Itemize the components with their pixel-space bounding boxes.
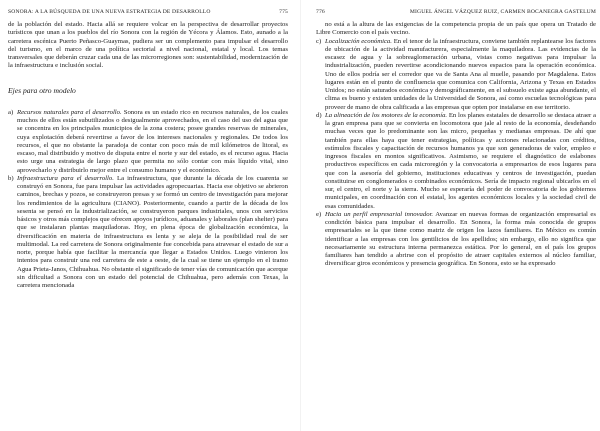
item-marker: a) xyxy=(8,108,14,116)
list-item xyxy=(316,211,596,269)
item-title: La alineación de los motores de la economía. xyxy=(325,111,448,119)
item-paragraph xyxy=(325,211,596,269)
running-title: MIGUEL ÁNGEL VÁZQUEZ RUIZ, CARMEN BOCANEGRA GASTELUM xyxy=(409,9,596,15)
gutter-divider xyxy=(300,0,301,431)
item-text: En los planes estatales de desarrollo se destaca atraer a la gran empresa para que se convierta en locomotora que jale al resto de la economía, desdeñando muchas veces que lo predominante son las micro, pequeñas y medianas empresas. De ahí que también para ellas haya que tener estrategias, políticas y acciones relacionadas con créditos, estímulos fiscales y capacitación de recursos humanos ya que son generadoras de valor, empleo e ingresos fiscales en montos significativos. Asimismo, se requiere el diagnóstico de eslabones productivos específicos en cada microregión y la convocatoria a empresarios de esos lugares para que con la asesoría del gobierno, instituciones educativas y centros de investigación, puedan constituirse en conglomerados o combinados económicos. Sería de impacto regional ubicarlos en el sur, el centro, el norte y la sierra. Mucho se esperaría del poder de convocatoria de los gobiernos municipales, en coordinación con el estatal, los agentes económicos locales y la sociedad civil de esas comunidades. xyxy=(325,111,596,210)
item-marker: b) xyxy=(8,174,14,182)
continuation-paragraph: no está a la altura de las exigencias de la competencia propia de un país que opera un Tratado de Libre Comercio con el país vecino. xyxy=(316,21,596,37)
left-page xyxy=(8,0,288,431)
right-page-header xyxy=(316,9,596,18)
page-number: 776 xyxy=(316,9,325,15)
item-text: Sonora es un estado rico en recursos naturales, de los cuales muchos de ellos están subutilizados o desigualmente aprovechados, en el caso del uso del agua que se concentra en los principales municipios de la zona costera; posee grandes reservas de minerales, cuya explotación deberá revertirse a favor de los intereses nacionales y regionales. De todos los recursos, el que no obstante la paradoja de contar con poco más de mil kilómetros de litoral, es escaso, mal distribuido y motivo de disputa entre el norte y sur del estado, es el recurso agua. Hacia esto urge una estrategia de largo plazo que permita no sólo contar con más líquido vital, sino aprovecharlo y distribuirlo mejor entre el consumo humano y el económico. xyxy=(17,108,288,174)
item-paragraph xyxy=(325,38,596,112)
item-marker: c) xyxy=(316,37,322,45)
item-marker: e) xyxy=(316,210,322,218)
section-heading: Ejes para otro modelo xyxy=(8,85,76,95)
item-text: Avanzar en nuevas formas de organización empresarial es condición básica para impulsar el desarrollo. En Sonora, la forma más conocida de grupos empresariales se la que tiene como matriz de origen los lazos familiares. En México es común identificar a las empresas con los gentilicios de los apellidos; sin embargo, ello no significa que necesariamente su estructura interna permanezca estática. Por lo general, en el país los grupos familiares han tendido a abrirse con el propósito de atraer capitales externos al núcleo familiar, diversificar giros económicos y presencia geográfica. En Sonora, esto se ha expresado xyxy=(325,210,596,268)
item-paragraph xyxy=(17,109,288,175)
item-paragraph xyxy=(17,175,288,291)
item-title: Recursos naturales para el desarrollo. xyxy=(17,108,122,116)
item-marker: d) xyxy=(316,111,322,119)
intro-paragraph: de la población del estado. Hacia allá se requiere volcar en la perspectiva de desarrollar proyectos turísticos que unan a los pueblos del río Sonora con la región de Yécora y Álamos. Esto, aunado a la carretera escénica Puerto Peñasco-Guaymas, pudiera ser un complemento para impulsar el desarrollo del turismo, en el marco de una política sectorial a nivel nacional, estatal y local. Los temas transversales que deberán cruzar cada una de las microrregiones son: sustentabilidad, modernización de la infraestructura e inclusión social. xyxy=(8,21,288,70)
list-item xyxy=(8,175,288,291)
left-page-header xyxy=(8,9,288,18)
item-paragraph xyxy=(325,112,596,211)
list-item xyxy=(316,112,596,211)
item-title: Localización económica. xyxy=(325,37,392,45)
item-title: Infraestructura para el desarrollo. xyxy=(17,174,114,182)
item-title: Hacia un perfil empresarial innovador. xyxy=(325,210,434,218)
left-page-body xyxy=(8,21,288,431)
item-text: En el tenor de la infraestructura, conviene también replantearse los factores de ubicación de la actividad manufacturera, especialmente la maquiladora. Las evidencias de la escasez de agua y la sobreaglomeración urbana, vistas como negativas para impulsar la industrialización, pueden revertirse acondicionando nuevos espacios para la operación económica. Uno de ellos podría ser el corredor que va de Santa Ana al muelle, pasando por Magdalena. Estos lugares están en el punto de confluencia que comunica con California, Arizona y Texas en Estados Unidos; no están saturados económica y demográficamente, en el subsuelo existe agua abundante, el clima es bueno y existen unidades de la Universidad de Sonora, así como escuelas tecnológicas para proveer de mano de obra calificada a las empresas que opten por instalarse en ese territorio. xyxy=(325,37,596,111)
item-text: La infraestructura, que durante la década de los cuarenta se construyó en Sonora, fue para impulsar las actividades agropecuarias. Hacia ese objetivo se abrieron caminos, brechas y pozos, se construyeron presas y se formó un centro de investigación para mejorar los rendimientos de la agricultura (CIANO). Posteriormente, cuando a partir de la década de los sesenta se pensó en la industrialización, se construyeron parques industriales, unos con servicios básicos y otros más complejos que ofrecen apoyos jurídicos, aduanales y laborales (plan shelter) para que se instalaran plantas maquiladoras. Hoy, en plena época de globalización económica, la diversificación en materia de infraestructura es lenta y se aleja de la posibilidad real de ser multimodal. La red carretera de Sonora originalmente fue concebida para atravesar el estado de sur a norte, porque había que facilitar la mercancía que llegar a Estados Unidos. Luego vinieron los intentos para construir una red carretera de este a oeste, de la cual se tiene un ejemplo en el tramo Agua Prieta-Janos, Chihuahua. No obstante el significado de tener vías de comunicación que acerque sin dificultad a Sonora con un estado del potencial de Chihuahua, pero además con Texas, la carretera mencionada xyxy=(17,174,288,289)
list-item xyxy=(316,38,596,112)
right-page xyxy=(316,0,596,431)
running-title: SONORA: A LA BÚSQUEDA DE UNA NUEVA ESTRATEGIA DE DESARROLLO xyxy=(8,9,211,15)
list-item xyxy=(8,109,288,175)
page-number: 775 xyxy=(279,9,288,15)
right-page-body xyxy=(316,21,596,431)
